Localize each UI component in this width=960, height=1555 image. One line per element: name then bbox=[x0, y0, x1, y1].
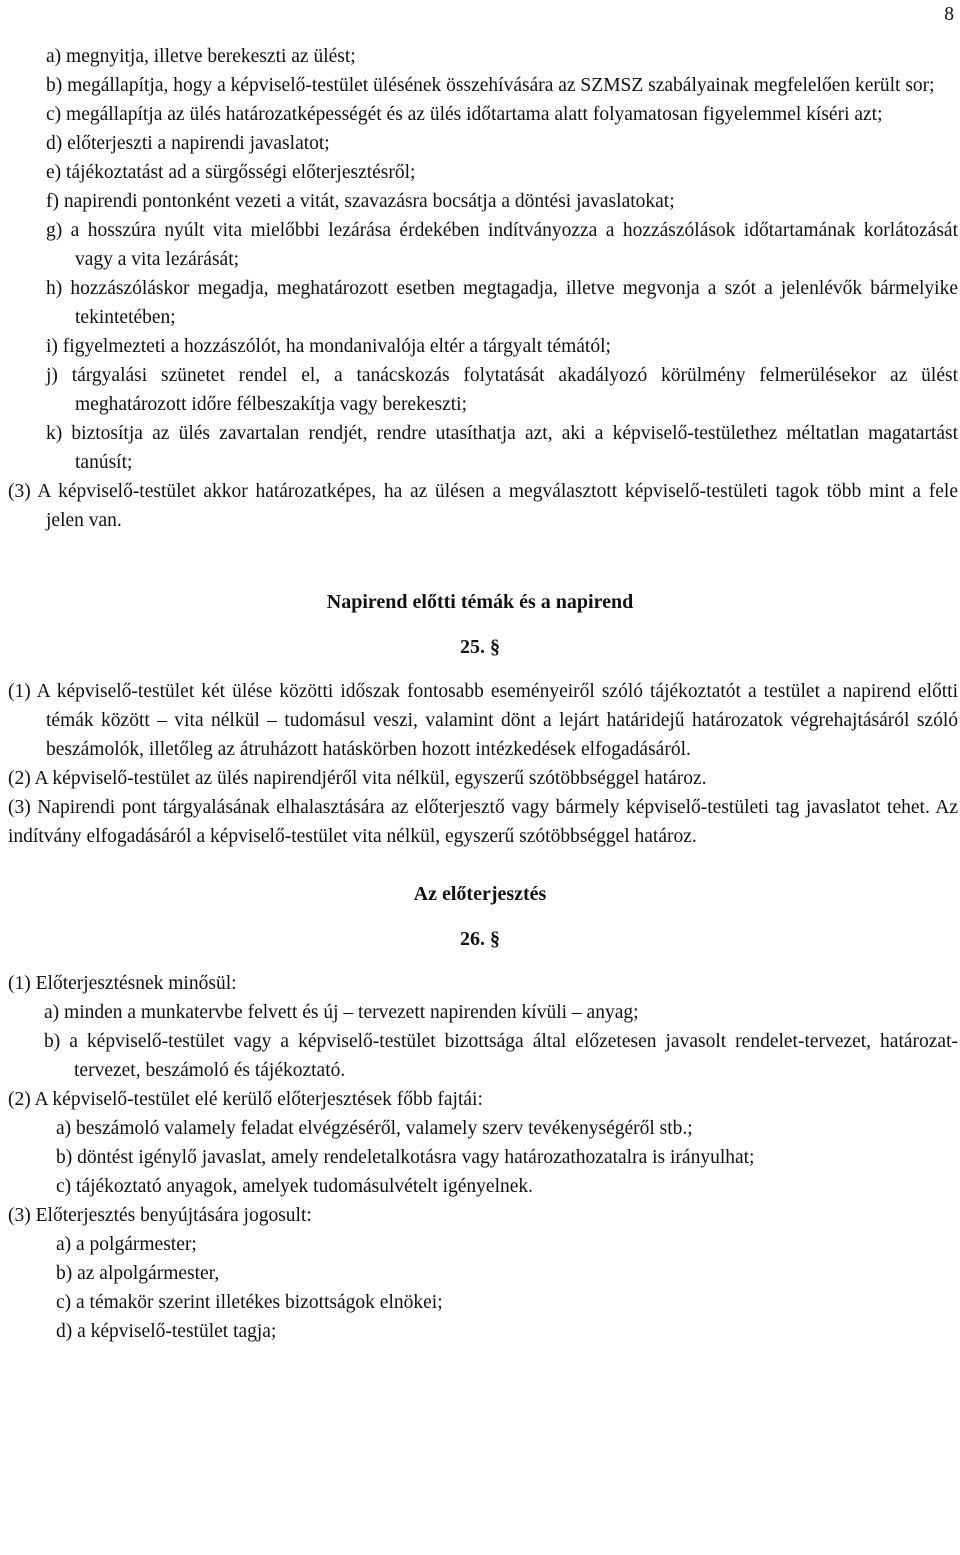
section-number-26: 26. § bbox=[460, 928, 500, 950]
s26-paragraph-2: (2) A képviselő-testület elé kerülő előterjesztések főbb fajtái: bbox=[8, 1089, 483, 1110]
list-item: b) megállapítja, hogy a képviselő-testület ülésének összehívására az SZMSZ szabályainak megfelelően került sor; bbox=[46, 75, 935, 96]
quorum-paragraph: (3) A képviselő-testület akkor határozatképes, ha az ülésen a megválasztott képviselő-testületi tagok több mint a fele jelen van. bbox=[8, 481, 958, 531]
list-item: j) tárgyalási szünetet rendel el, a tanácskozás folytatását akadályozó körülmény felmerülésekor az ülést meghatározott időre félbeszakítja vagy berekeszti; bbox=[46, 365, 958, 415]
list-item: b) a képviselő-testület vagy a képviselő-testület bizottsága által előzetesen javasolt rendelet-tervezet, határozat-tervezet, beszámoló és tájékoztató. bbox=[44, 1031, 958, 1081]
section-number-25: 25. § bbox=[460, 636, 500, 658]
list-item: d) a képviselő-testület tagja; bbox=[56, 1321, 277, 1342]
list-item: e) tájékoztatást ad a sürgősségi előterjesztésről; bbox=[46, 162, 416, 183]
section-heading-agenda: Napirend előtti témák és a napirend bbox=[326, 591, 634, 613]
list-item: c) megállapítja az ülés határozatképességét és az ülés időtartama alatt folyamatosan figyelemmel kíséri azt; bbox=[46, 104, 883, 125]
list-item: i) figyelmezteti a hozzászólót, ha mondanivalója eltér a tárgyalt témától; bbox=[46, 336, 611, 357]
s25-paragraph-2: (2) A képviselő-testület az ülés napirendjéről vita nélkül, egyszerű szótöbbséggel határoz. bbox=[8, 768, 707, 789]
s26-paragraph-1: (1) Előterjesztésnek minősül: bbox=[8, 973, 237, 994]
s25-paragraph-1: (1) A képviselő-testület két ülése közötti időszak fontosabb eseményeiről szóló tájékoztatót a testület a napirend előtti témák között – vita nélkül – tudomásul veszi, valamint dönt a lejárt határidejű határozatok végrehajtásáról szóló beszámolók, illetőleg az átruházott hatáskörben hozott intézkedések elfogadásáról. bbox=[8, 681, 958, 760]
page-number: 8 bbox=[944, 4, 954, 25]
list-item: k) biztosítja az ülés zavartalan rendjét, rendre utasíthatja azt, aki a képviselő-testülethez méltatlan magatartást tanúsít; bbox=[46, 423, 958, 473]
list-item: a) beszámoló valamely feladat elvégzéséről, valamely szerv tevékenységéről stb.; bbox=[56, 1118, 693, 1139]
list-item: a) minden a munkatervbe felvett és új – tervezett napirenden kívüli – anyag; bbox=[44, 1002, 639, 1023]
list-item: a) megnyitja, illetve berekeszti az ülést; bbox=[46, 46, 356, 67]
s25-paragraph-3: (3) Napirendi pont tárgyalásának elhalasztására az előterjesztő vagy bármely képviselő-testületi tag javaslatot tehet. Az indítvány elfogadásáról a képviselő-testület vita nélkül, egyszerű szótöbbséggel határoz. bbox=[8, 797, 958, 847]
list-item: a) a polgármester; bbox=[56, 1234, 197, 1255]
list-item: c) tájékoztató anyagok, amelyek tudomásulvételt igényelnek. bbox=[56, 1176, 534, 1197]
list-item: h) hozzászóláskor megadja, meghatározott esetben megtagadja, illetve megvonja a szót a jelenlévők bármelyike tekintetében; bbox=[46, 278, 958, 328]
list-item: d) előterjeszti a napirendi javaslatot; bbox=[46, 133, 330, 154]
list-item: b) az alpolgármester, bbox=[56, 1263, 220, 1284]
list-item: b) döntést igénylő javaslat, amely rendeletalkotásra vagy határozathozatalra is irányulhat; bbox=[56, 1147, 755, 1168]
section-heading-submission: Az előterjesztés bbox=[413, 883, 547, 905]
list-item: f) napirendi pontonként vezeti a vitát, szavazásra bocsátja a döntési javaslatokat; bbox=[46, 191, 675, 212]
document-body bbox=[0, 42, 960, 1346]
list-item: c) a témakör szerint illetékes bizottságok elnökei; bbox=[56, 1292, 443, 1313]
chair-duties-list bbox=[0, 42, 960, 477]
s26-paragraph-3: (3) Előterjesztés benyújtására jogosult: bbox=[8, 1205, 312, 1226]
list-item: g) a hosszúra nyúlt vita mielőbbi lezárása érdekében indítványozza a hozzászólások időtartamának korlátozását vagy a vita lezárását; bbox=[46, 220, 958, 270]
